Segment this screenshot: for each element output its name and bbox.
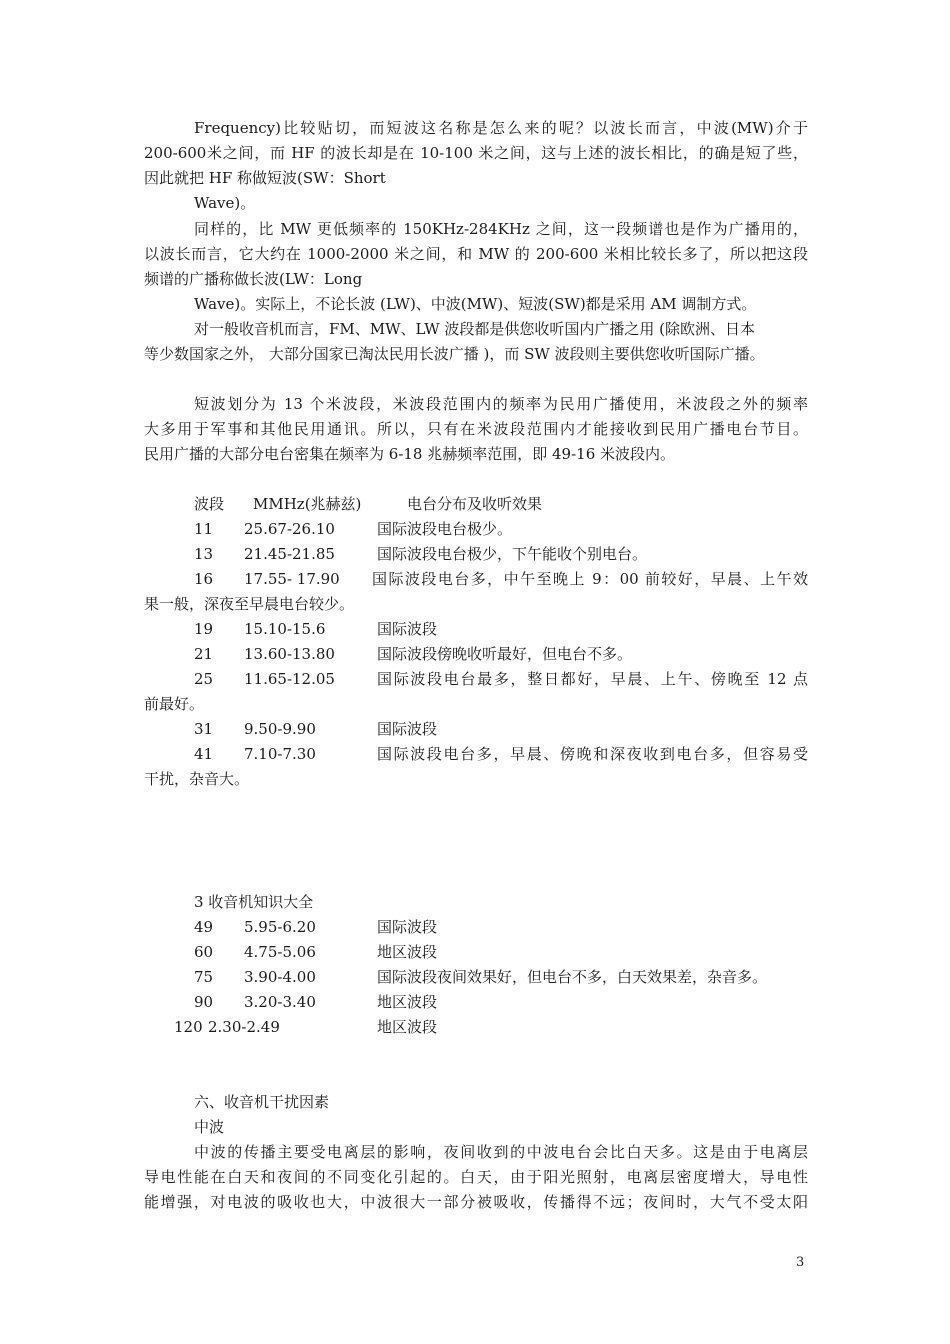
paragraph-line: 以波长而言，它大约在 1000-2000 米之间，和 MW 的 200-600 米相比较长多了，所以把这段 xyxy=(144,245,808,263)
table-cell-effect: 地区波段 xyxy=(377,943,438,961)
paragraph-line: 短波划分为 13 个米波段，米波段范围内的频率为民用广播使用，米波段之外的频率 xyxy=(194,395,808,413)
table-cell-frequency: 17.55- 17.90 xyxy=(244,570,340,588)
table-cell-effect: 国际波段电台极少。 xyxy=(377,520,513,538)
table-cell-effect: 国际波段 xyxy=(377,720,438,738)
table-cell-frequency: 11.65-12.05 xyxy=(244,670,335,688)
table-cell-frequency: 4.75-5.06 xyxy=(244,943,316,961)
table-cell-effect: 国际波段电台最多，整日都好，早晨、上午、傍晚至 12 点 xyxy=(377,670,808,688)
page-number: 3 xyxy=(796,1255,805,1270)
paragraph-line: Wave)。 xyxy=(194,194,256,212)
paragraph-line: 民用广播的大部分电台密集在频率为 6-18 兆赫频率范围，即 49-16 米波段内。 xyxy=(144,445,676,463)
paragraph-line: 因此就把 HF 称做短波(SW：Short xyxy=(144,169,386,187)
paragraph-line: 导电性能在白天和夜间的不同变化引起的。白天，由于阳光照射，电离层密度增大，导电性 xyxy=(144,1168,808,1186)
paragraph-line: 频谱的广播称做长波(LW：Long xyxy=(144,270,363,288)
table-header-band: 波段 xyxy=(194,495,225,513)
paragraph-line: 等少数国家之外， 大部分国家已淘汰民用长波广播 )，而 SW 波段则主要供您收听国际广播。 xyxy=(144,345,765,363)
table-cell-effect: 国际波段夜间效果好，但电台不多，白天效果差，杂音多。 xyxy=(377,968,768,986)
table-cell-band: 19 xyxy=(194,620,214,638)
table-cell-effect: 国际波段 xyxy=(377,918,438,936)
table-header-frequency: MMHz(兆赫兹) xyxy=(253,495,362,513)
table-cell-effect: 国际波段傍晚收听最好，但电台不多。 xyxy=(377,645,633,663)
table-cell-continuation: 果一般，深夜至早晨电台较少。 xyxy=(144,595,355,613)
table-cell-effect: 国际波段 xyxy=(377,620,438,638)
table-cell-continuation: 干扰，杂音大。 xyxy=(144,770,250,788)
section-heading: 3 收音机知识大全 xyxy=(194,893,314,911)
table-cell-frequency: 15.10-15.6 xyxy=(244,620,326,638)
table-cell-frequency: 3.90-4.00 xyxy=(244,968,316,986)
table-cell-effect: 国际波段电台多，早晨、傍晚和深夜收到电台多，但容易受 xyxy=(377,745,808,763)
table-cell-band: 49 xyxy=(194,918,214,936)
table-header-effect: 电台分布及收听效果 xyxy=(407,495,543,513)
table-cell-frequency: 13.60-13.80 xyxy=(244,645,335,663)
table-cell-effect: 地区波段 xyxy=(377,1018,438,1036)
table-cell-effect: 国际波段电台多，中午至晚上 9：00 前较好，早晨、上午效 xyxy=(372,570,808,588)
paragraph-line: Wave)。实际上，不论长波 (LW)、中波(MW)、短波(SW)都是采用 AM 调制方式。 xyxy=(194,295,757,313)
paragraph-line: 中波的传播主要受电离层的影响，夜间收到的中波电台会比白天多。这是由于电离层 xyxy=(194,1143,808,1161)
table-cell-band: 90 xyxy=(194,993,214,1011)
table-cell-continuation: 前最好。 xyxy=(144,695,205,713)
table-cell-frequency: 3.20-3.40 xyxy=(244,993,316,1011)
table-cell-effect: 国际波段电台极少，下午能收个别电台。 xyxy=(377,545,648,563)
table-cell-band: 25 xyxy=(194,670,214,688)
section-subtitle: 中波 xyxy=(194,1118,225,1136)
table-cell-band: 31 xyxy=(194,720,214,738)
paragraph-line: Frequency)比较贴切，而短波这名称是怎么来的呢？以波长而言，中波(MW)介于 xyxy=(194,119,808,137)
table-cell-band: 21 xyxy=(194,645,214,663)
table-cell-band: 120 xyxy=(174,1018,203,1036)
table-cell-frequency: 21.45-21.85 xyxy=(244,545,335,563)
table-cell-band: 16 xyxy=(194,570,214,588)
paragraph-line: 200-600米之间，而 HF 的波长却是在 10-100 米之间，这与上述的波长相比，的确是短了些， xyxy=(144,144,808,162)
table-cell-frequency: 25.67-26.10 xyxy=(244,520,335,538)
table-cell-frequency: 7.10-7.30 xyxy=(244,745,316,763)
table-cell-band: 60 xyxy=(194,943,214,961)
table-cell-band: 13 xyxy=(194,545,214,563)
section-title: 六、收音机干扰因素 xyxy=(194,1093,330,1111)
table-cell-effect: 地区波段 xyxy=(377,993,438,1011)
table-cell-band: 41 xyxy=(194,745,214,763)
paragraph-line: 大多用于军事和其他民用通讯。所以，只有在米波段范围内才能接收到民用广播电台节目。 xyxy=(144,420,808,438)
table-cell-band: 75 xyxy=(194,968,214,986)
table-cell-frequency: 5.95-6.20 xyxy=(244,918,316,936)
table-cell-frequency: 2.30-2.49 xyxy=(208,1018,280,1036)
paragraph-line: 能增强，对电波的吸收也大，中波很大一部分被吸收，传播得不远；夜间时，大气不受太阳 xyxy=(144,1193,808,1211)
table-cell-frequency: 9.50-9.90 xyxy=(244,720,316,738)
table-cell-band: 11 xyxy=(194,520,214,538)
paragraph-line: 对一般收音机而言，FM、MW、LW 波段都是供您收听国内广播之用 (除欧洲、日本 xyxy=(194,320,756,338)
paragraph-line: 同样的，比 MW 更低频率的 150KHz-284KHz 之间，这一段频谱也是作为广播用的， xyxy=(194,220,808,238)
